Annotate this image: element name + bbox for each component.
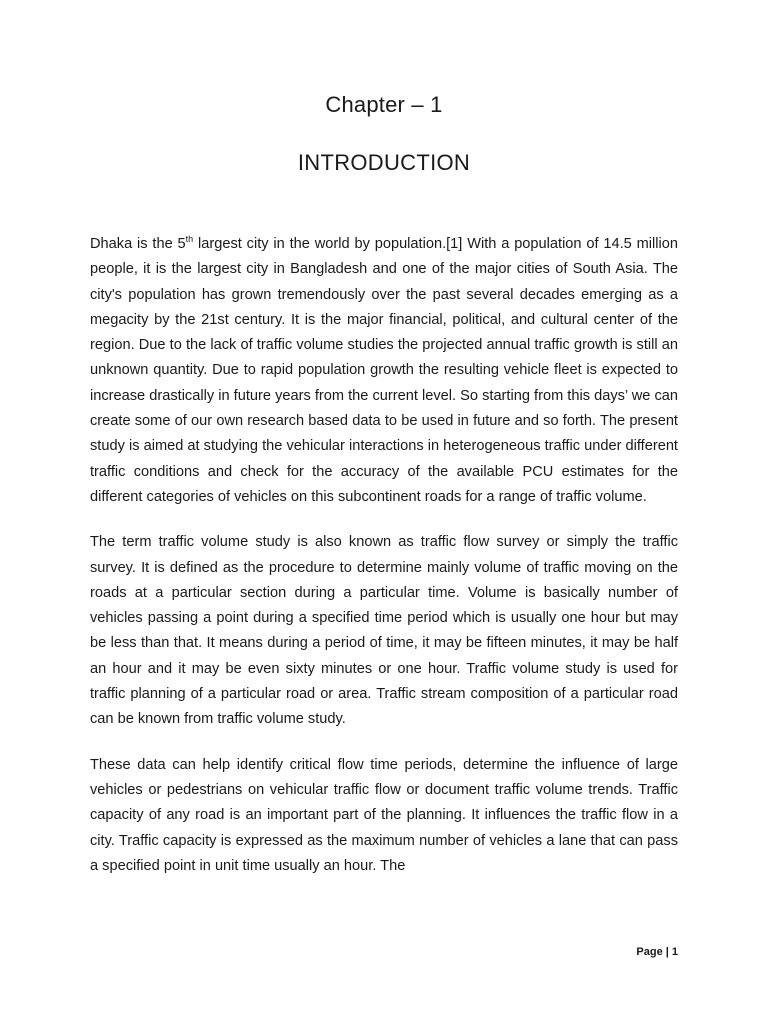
paragraph-1 bbox=[90, 232, 678, 510]
paragraph-1-rest: largest city in the world by population.[1] With a population of 14.5 million people, it is the largest city in Bangladesh and one of the major cities of South Asia. The city's population has grown tremendously over the past several decades emerging as a megacity by the 21st century. It is the major financial, political, and cultural center of the region. Due to the lack of traffic volume studies the projected annual traffic growth is still an unknown quantity. Due to rapid population growth the resulting vehicle fleet is expected to increase drastically in future years from the current level. So starting from this days’ we can create some of our own research based data to be used in future and so forth. The present study is aimed at studying the vehicular interactions in heterogeneous traffic under different traffic conditions and check for the accuracy of the available PCU estimates for the different categories of vehicles on this subcontinent roads for a range of traffic volume. bbox=[90, 236, 679, 505]
ordinal-superscript: th bbox=[185, 234, 194, 245]
page-number: Page | 1 bbox=[636, 946, 678, 958]
paragraph-2: The term traffic volume study is also known as traffic flow survey or simply the traffic survey. It is defined as the procedure to determine mainly volume of traffic moving on the roads at a particular section during a particular time. Volume is basically number of vehicles passing a point during a specified time period which is usually one hour but may be less than that. It means during a period of time, it may be fifteen minutes, it may be half an hour and it may be even sixty minutes or one hour. Traffic volume study is used for traffic planning of a particular road or area. Traffic stream composition of a particular road can be known from traffic volume study. bbox=[90, 534, 678, 728]
paragraph-3: These data can help identify critical flow time periods, determine the influence of large vehicles or pedestrians on vehicular traffic flow or document traffic volume trends. Traffic capacity of any road is an important part of the planning. It influences the traffic flow in a city. Traffic capacity is expressed as the maximum number of vehicles a lane that can pass a specified point in unit time usually an hour. The bbox=[90, 756, 678, 874]
chapter-heading: Chapter – 1 bbox=[325, 92, 443, 117]
paragraph-1-lead: Dhaka is the 5 bbox=[90, 236, 186, 252]
section-heading: INTRODUCTION bbox=[297, 150, 471, 175]
body-text bbox=[90, 232, 678, 879]
